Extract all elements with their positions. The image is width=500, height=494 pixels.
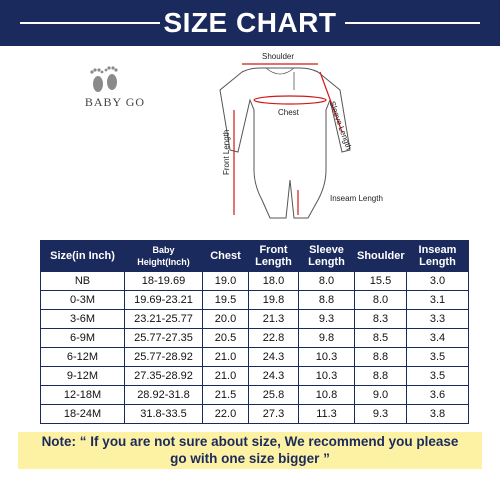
table-header-cell: Shoulder	[355, 241, 407, 272]
table-header-cell: Sleeve Length	[299, 241, 355, 272]
chest-label: Chest	[278, 108, 299, 117]
table-cell: 3.3	[407, 310, 469, 329]
size-table	[40, 240, 469, 424]
table-cell: 8.0	[355, 291, 407, 310]
front-length-label: Front Length	[222, 129, 231, 175]
table-cell: 3.5	[407, 367, 469, 386]
table-header-row	[41, 241, 469, 272]
table-cell: 3.4	[407, 329, 469, 348]
table-cell: 19.69-23.21	[125, 291, 203, 310]
banner-rule-right	[345, 22, 480, 24]
inseam-length-label: Inseam Length	[330, 194, 383, 203]
onesie-drawing	[190, 50, 390, 230]
brand-logo-text: BABY GO	[84, 95, 146, 109]
table-cell: 25.77-27.35	[125, 329, 203, 348]
sizing-note-line-1: Note: “ If you are not sure about size, We recommend you please	[41, 434, 459, 449]
table-cell: 27.35-28.92	[125, 367, 203, 386]
table-row	[41, 310, 469, 329]
table-cell: 21.0	[203, 348, 249, 367]
table-cell: 22.0	[203, 405, 249, 424]
table-cell: NB	[41, 272, 125, 291]
table-cell: 8.5	[355, 329, 407, 348]
table-cell: 25.8	[249, 386, 299, 405]
sizing-note-line-2: go with one size bigger ”	[170, 451, 330, 466]
table-cell: 19.8	[249, 291, 299, 310]
table-cell: 8.8	[355, 367, 407, 386]
table-cell: 28.92-31.8	[125, 386, 203, 405]
table-cell: 9-12M	[41, 367, 125, 386]
table-row	[41, 367, 469, 386]
table-row	[41, 348, 469, 367]
table-cell: 20.0	[203, 310, 249, 329]
table-cell: 31.8-33.5	[125, 405, 203, 424]
table-cell: 22.8	[249, 329, 299, 348]
table-cell: 6-9M	[41, 329, 125, 348]
table-row	[41, 272, 469, 291]
table-header-cell: Size(in Inch)	[41, 241, 125, 272]
table-cell: 21.3	[249, 310, 299, 329]
banner-rule-left	[20, 22, 160, 24]
table-cell: 24.3	[249, 367, 299, 386]
table-row	[41, 405, 469, 424]
table-row	[41, 291, 469, 310]
table-cell: 3.0	[407, 272, 469, 291]
shoulder-label: Shoulder	[262, 52, 295, 61]
table-cell: 21.0	[203, 367, 249, 386]
table-cell: 3-6M	[41, 310, 125, 329]
table-cell: 24.3	[249, 348, 299, 367]
measurement-diagram	[190, 50, 390, 230]
table-cell: 8.3	[355, 310, 407, 329]
table-cell: 15.5	[355, 272, 407, 291]
table-header-cell: Front Length	[249, 241, 299, 272]
table-cell: 9.0	[355, 386, 407, 405]
table-cell: 25.77-28.92	[125, 348, 203, 367]
footprints-icon	[70, 60, 160, 120]
title-banner	[0, 0, 500, 46]
table-cell: 21.5	[203, 386, 249, 405]
table-header-cell: Chest	[203, 241, 249, 272]
table-cell: 3.5	[407, 348, 469, 367]
table-cell: 3.1	[407, 291, 469, 310]
table-cell: 18.0	[249, 272, 299, 291]
table-cell: 8.8	[355, 348, 407, 367]
table-cell: 8.0	[299, 272, 355, 291]
table-cell: 11.3	[299, 405, 355, 424]
table-header-cell: Baby Height(Inch)	[125, 241, 203, 272]
table-cell: 23.21-25.77	[125, 310, 203, 329]
table-cell: 20.5	[203, 329, 249, 348]
sleeve-length-label: Sleeve Length	[327, 100, 354, 152]
table-cell: 27.3	[249, 405, 299, 424]
table-cell: 10.8	[299, 386, 355, 405]
table-cell: 3.8	[407, 405, 469, 424]
table-cell: 8.8	[299, 291, 355, 310]
table-cell: 18-24M	[41, 405, 125, 424]
table-cell: 9.8	[299, 329, 355, 348]
table-cell: 19.5	[203, 291, 249, 310]
table-cell: 12-18M	[41, 386, 125, 405]
table-cell: 19.0	[203, 272, 249, 291]
table-cell: 18-19.69	[125, 272, 203, 291]
table-cell: 10.3	[299, 348, 355, 367]
table-cell: 10.3	[299, 367, 355, 386]
page-title: SIZE CHART	[163, 7, 337, 38]
table-cell: 6-12M	[41, 348, 125, 367]
table-cell: 9.3	[299, 310, 355, 329]
table-header-cell: Inseam Length	[407, 241, 469, 272]
table-cell: 9.3	[355, 405, 407, 424]
table-row	[41, 329, 469, 348]
table-row	[41, 386, 469, 405]
table-cell: 3.6	[407, 386, 469, 405]
table-cell: 0-3M	[41, 291, 125, 310]
sizing-note	[18, 432, 482, 469]
